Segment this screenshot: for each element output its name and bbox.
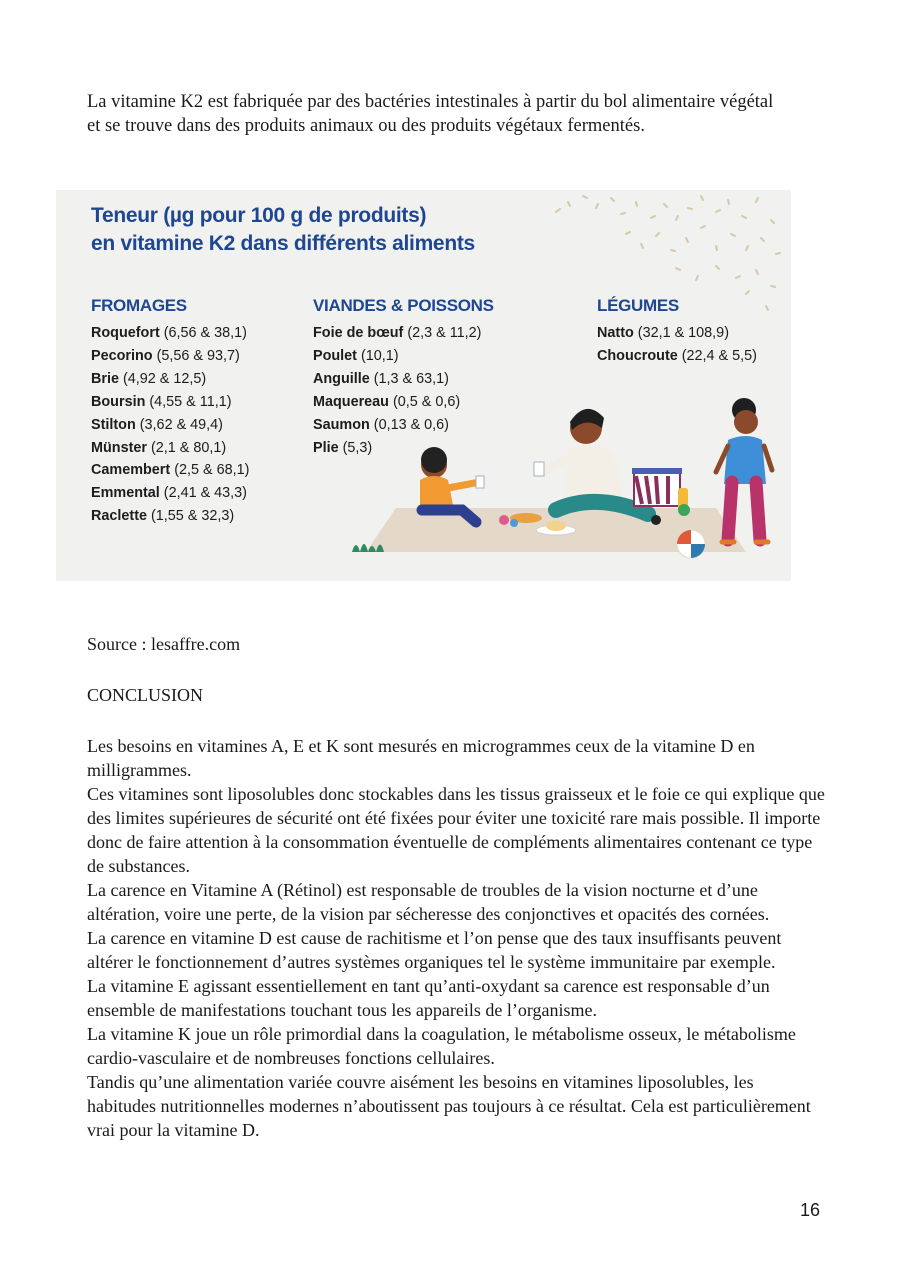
list-item: Saumon (0,13 & 0,6) xyxy=(313,416,449,433)
conclusion-paragraph: Les besoins en vitamines A, E et K sont mesurés en microgrammes ceux de la vitamine D en milligrammes. xyxy=(87,736,755,780)
list-item: Anguille (1,3 & 63,1) xyxy=(313,370,449,387)
vegetables-heading: LÉGUMES xyxy=(597,296,679,315)
page-number: 16 xyxy=(800,1200,821,1220)
cheeses-heading: FROMAGES xyxy=(91,296,187,315)
conclusion-body xyxy=(87,734,827,1142)
list-item: Münster (2,1 & 80,1) xyxy=(91,439,227,456)
adult-figure xyxy=(534,409,661,525)
list-item: Pecorino (5,56 & 93,7) xyxy=(91,347,240,364)
infographic-title xyxy=(91,202,475,258)
intro-paragraph: La vitamine K2 est fabriquée par des bactéries intestinales à partir du bol alimentaire végétal et se trouve dans des produits animaux ou des produits végétaux fermentés. xyxy=(87,92,774,136)
list-item: Roquefort (6,56 & 38,1) xyxy=(91,325,247,341)
meats-fish-column xyxy=(313,296,494,459)
list-item: Camembert (2,5 & 68,1) xyxy=(91,462,250,479)
infographic-title-line-2: en vitamine K2 dans différents aliments xyxy=(91,232,475,255)
conclusion-paragraph: La carence en Vitamine A (Rétinol) est responsable de troubles de la vision nocturne et d’une altération, voire une perte, de la vision par sécheresse des conjonctives et opacités des cornées. xyxy=(87,880,770,924)
list-item: Stilton (3,62 & 49,4) xyxy=(91,416,223,433)
list-item: Raclette (1,55 & 32,3) xyxy=(91,508,235,525)
conclusion-paragraph: Ces vitamines sont liposolubles donc stockables dans les tissus graisseux et le foie ce qui explique que des limites supérieures de sécurité ont été fixées pour éviter une toxicité rare mais possible. Il importe donc de faire attention à la consommation éventuelle de compléments alimentaires contenant ce type de substances. xyxy=(87,784,825,876)
cheeses-list xyxy=(91,322,249,528)
infographic-title-line-1: Teneur (µg pour 100 g de produits) xyxy=(91,204,427,227)
conclusion-paragraph: La carence en vitamine D est cause de rachitisme et l’on pense que des taux insuffisants peuvent altérer le fonctionnement d’autres systèmes organiques tel le système immunitaire par exemple. xyxy=(87,928,782,972)
vegetables-list xyxy=(597,322,757,368)
list-item: Natto (32,1 & 108,9) xyxy=(597,325,729,341)
meats-fish-list xyxy=(313,322,494,459)
list-item: Emmental (2,41 & 43,3) xyxy=(91,485,247,502)
list-item: Plie (5,3) xyxy=(313,439,373,456)
girl-figure xyxy=(716,398,772,542)
meats-fish-heading: VIANDES & POISSONS xyxy=(313,296,494,315)
vegetables-column xyxy=(597,296,757,368)
conclusion-paragraph: La vitamine E agissant essentiellement en tant qu’anti-oxydant sa carence est responsable d’un ensemble de manifestations touchant tous les appareils de l’organisme. xyxy=(87,976,770,1020)
source-line: Source : lesaffre.com xyxy=(87,634,241,654)
vitamin-k2-infographic xyxy=(56,190,791,581)
list-item: Boursin (4,55 & 11,1) xyxy=(91,393,232,410)
conclusion-paragraph: La vitamine K joue un rôle primordial dans la coagulation, le métabolisme osseux, le métabolisme cardio-vasculaire et de nombreuses fonctions cellulaires. xyxy=(87,1024,796,1068)
list-item: Brie (4,92 & 12,5) xyxy=(91,370,207,387)
cheeses-column xyxy=(91,296,249,528)
list-item: Foie de bœuf (2,3 & 11,2) xyxy=(313,325,482,341)
confetti-decoration xyxy=(556,196,780,310)
list-item: Maquereau (0,5 & 0,6) xyxy=(313,393,461,410)
list-item: Poulet (10,1) xyxy=(313,347,399,364)
conclusion-heading: CONCLUSION xyxy=(87,685,204,705)
beach-ball xyxy=(677,530,705,558)
conclusion-paragraph: Tandis qu’une alimentation variée couvre aisément les besoins en vitamines liposolubles, les habitudes nutritionnelles modernes n’aboutissent pas toujours à ce résultat. Cela est particulièrement vrai pour la vitamine D. xyxy=(87,1072,811,1140)
list-item: Choucroute (22,4 & 5,5) xyxy=(597,347,757,364)
